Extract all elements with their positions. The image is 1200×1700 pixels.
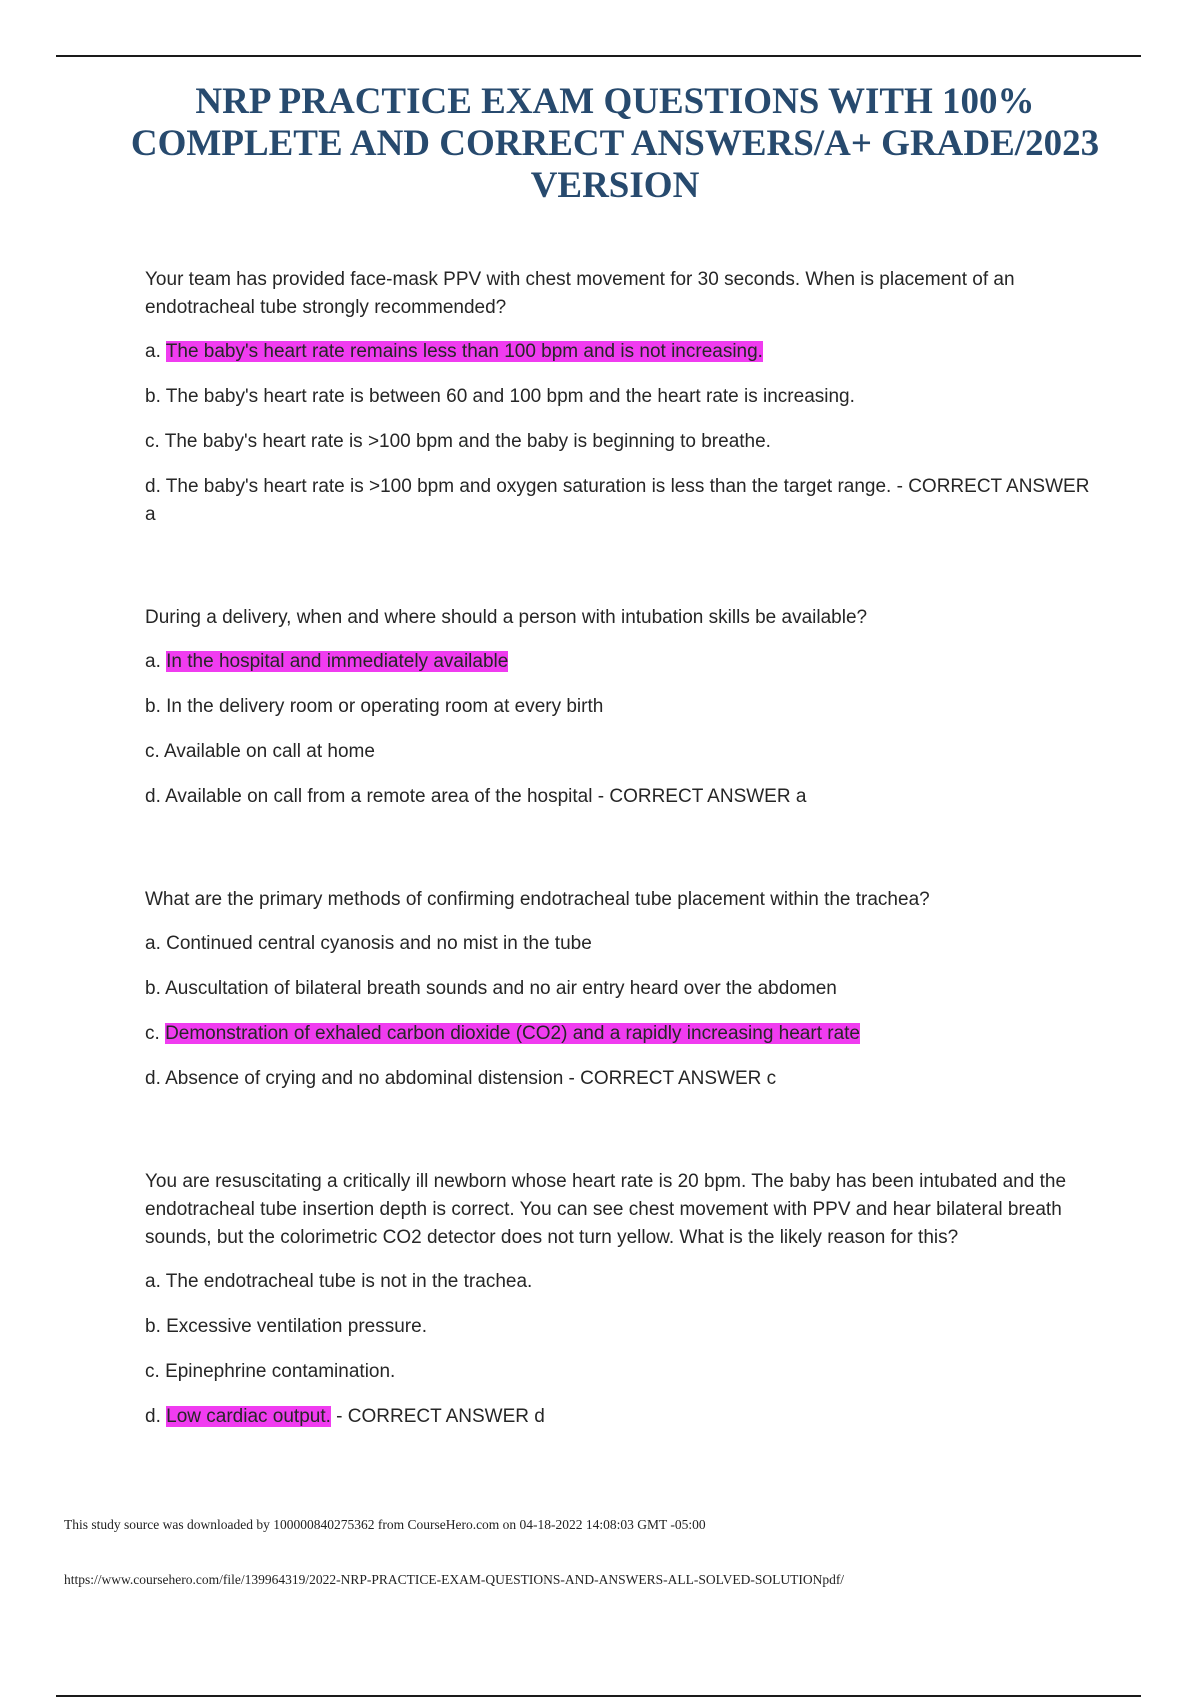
question-1 [145, 266, 1090, 529]
option-a [145, 338, 1090, 366]
option-a: a. Continued central cyanosis and no mist in the tube [145, 933, 592, 954]
option-d: d. Low cardiac output. - CORRECT ANSWER d [145, 1406, 545, 1427]
question-2 [145, 604, 1090, 811]
option-b: b. The baby's heart rate is between 60 and 100 bpm and the heart rate is increasing. [145, 386, 855, 407]
correct-answer-note: - CORRECT ANSWER c [563, 1068, 777, 1089]
option-d: d. The baby's heart rate is >100 bpm and oxygen saturation is less than the target range. - CORRECT ANSWER a [145, 476, 1090, 525]
option-d: d. Available on call from a remote area of the hospital - CORRECT ANSWER a [145, 786, 807, 807]
highlighted-answer: Demonstration of exhaled carbon dioxide (CO2) and a rapidly increasing heart rate [165, 1023, 861, 1044]
highlighted-answer: In the hospital and immediately available [166, 651, 509, 672]
question-list [145, 266, 1090, 1448]
option-prefix: a. [145, 341, 166, 362]
option-c: c. Available on call at home [145, 741, 375, 762]
option-c: c. The baby's heart rate is >100 bpm and the baby is beginning to breathe. [145, 431, 771, 452]
title-line-2: COMPLETE AND CORRECT ANSWERS/A+ GRADE/2023 [130, 122, 1100, 164]
bottom-rule [56, 1695, 1141, 1697]
page-title [100, 81, 1130, 207]
option-c: c. Epinephrine contamination. [145, 1361, 396, 1382]
option-b: b. Auscultation of bilateral breath sounds and no air entry heard over the abdomen [145, 978, 837, 999]
title-line-3: VERSION [530, 164, 700, 206]
question-4 [145, 1168, 1090, 1431]
question-text: You are resuscitating a critically ill newborn whose heart rate is 20 bpm. The baby has been intubated and the endotracheal tube insertion depth is correct. You can see chest movement with PPV and hear bilateral breath sounds, but the colorimetric CO2 detector does not turn yellow. What is the likely reason for this? [145, 1171, 1067, 1248]
option-a: a. In the hospital and immediately available [145, 651, 509, 672]
correct-answer-note: - CORRECT ANSWER a [145, 476, 1090, 525]
top-rule [56, 55, 1141, 57]
highlighted-answer: Low cardiac output. [166, 1406, 331, 1427]
option-a: a. The endotracheal tube is not in the trachea. [145, 1271, 533, 1292]
source-url[interactable]: https://www.coursehero.com/file/139964319/2022-NRP-PRACTICE-EXAM-QUESTIONS-AND-ANSWERS-ALL-SOLVED-SOLUTIONpdf/ [64, 1572, 845, 1587]
download-source-note: This study source was downloaded by 100000840275362 from CourseHero.com on 04-18-2022 14:08:03 GMT -05:00 [64, 1517, 706, 1532]
option-b: b. In the delivery room or operating room at every birth [145, 696, 604, 717]
question-text: Your team has provided face-mask PPV with chest movement for 30 seconds. When is placement of an endotracheal tube strongly recommended? [145, 269, 1015, 318]
option-d: d. Absence of crying and no abdominal distension - CORRECT ANSWER c [145, 1068, 777, 1089]
option-c: c. Demonstration of exhaled carbon dioxide (CO2) and a rapidly increasing heart rate [145, 1023, 861, 1044]
question-text: During a delivery, when and where should a person with intubation skills be available? [145, 607, 868, 628]
option-b: b. Excessive ventilation pressure. [145, 1316, 427, 1337]
highlighted-answer: The baby's heart rate remains less than 100 bpm and is not increasing. [165, 341, 763, 362]
title-line-1: NRP PRACTICE EXAM QUESTIONS WITH 100% [195, 80, 1035, 122]
correct-answer-note: - CORRECT ANSWER d [330, 1406, 545, 1427]
question-text: What are the primary methods of confirming endotracheal tube placement within the trachea? [145, 889, 930, 910]
question-3 [145, 886, 1090, 1093]
correct-answer-note: - CORRECT ANSWER a [592, 786, 807, 807]
